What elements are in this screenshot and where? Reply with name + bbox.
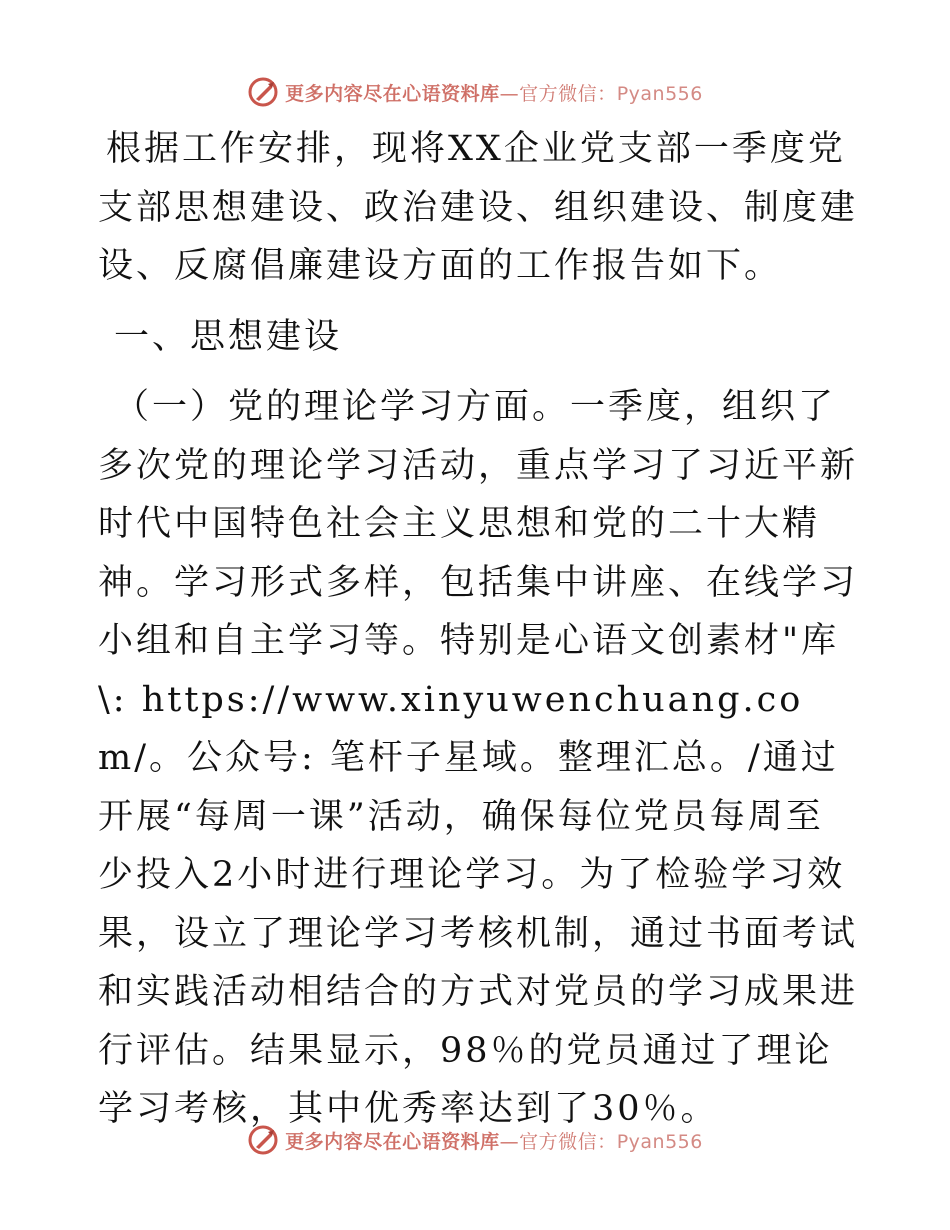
- intro-paragraph: 根据工作安排，现将XX企业党支部一季度党支部思想建设、政治建设、组织建设、制度建设、反腐倡廉建设方面的工作报告如下。: [98, 129, 859, 286]
- watermark-text: 更多内容尽在心语资料库—官方微信：Pyan556: [285, 82, 703, 105]
- section-heading: 一、思想建设: [114, 316, 343, 357]
- document-body: [98, 120, 858, 1139]
- footer-watermark: [0, 1120, 950, 1160]
- quill-logo-icon: [247, 76, 279, 108]
- quill-logo-icon: [247, 1124, 279, 1156]
- watermark-text: 更多内容尽在心语资料库—官方微信：Pyan556: [285, 1130, 703, 1153]
- header-watermark: [0, 72, 950, 112]
- body-paragraph: （一）党的理论学习方面。一季度，组织了多次党的理论学习活动，重点学习了习近平新时代中国特色社会主义思想和党的二十大精神。学习形式多样，包括集中讲座、在线学习小组和自主学习等。特别是心语文创素材"库\: https://www.xinyuwenchuang.com/。公众号: 笔杆子星域。整理汇总。/通过开展“每周一课”活动，确保每位党员每周至少投入2小时进行理论学习。为了检验学习效果，设立了理论学习考核机制，通过书面考试和实践活动相结合的方式对党员的学习成果进行评估。结果显示，98％的党员通过了理论学习考核，其中优秀率达到了30％。: [98, 387, 859, 1129]
